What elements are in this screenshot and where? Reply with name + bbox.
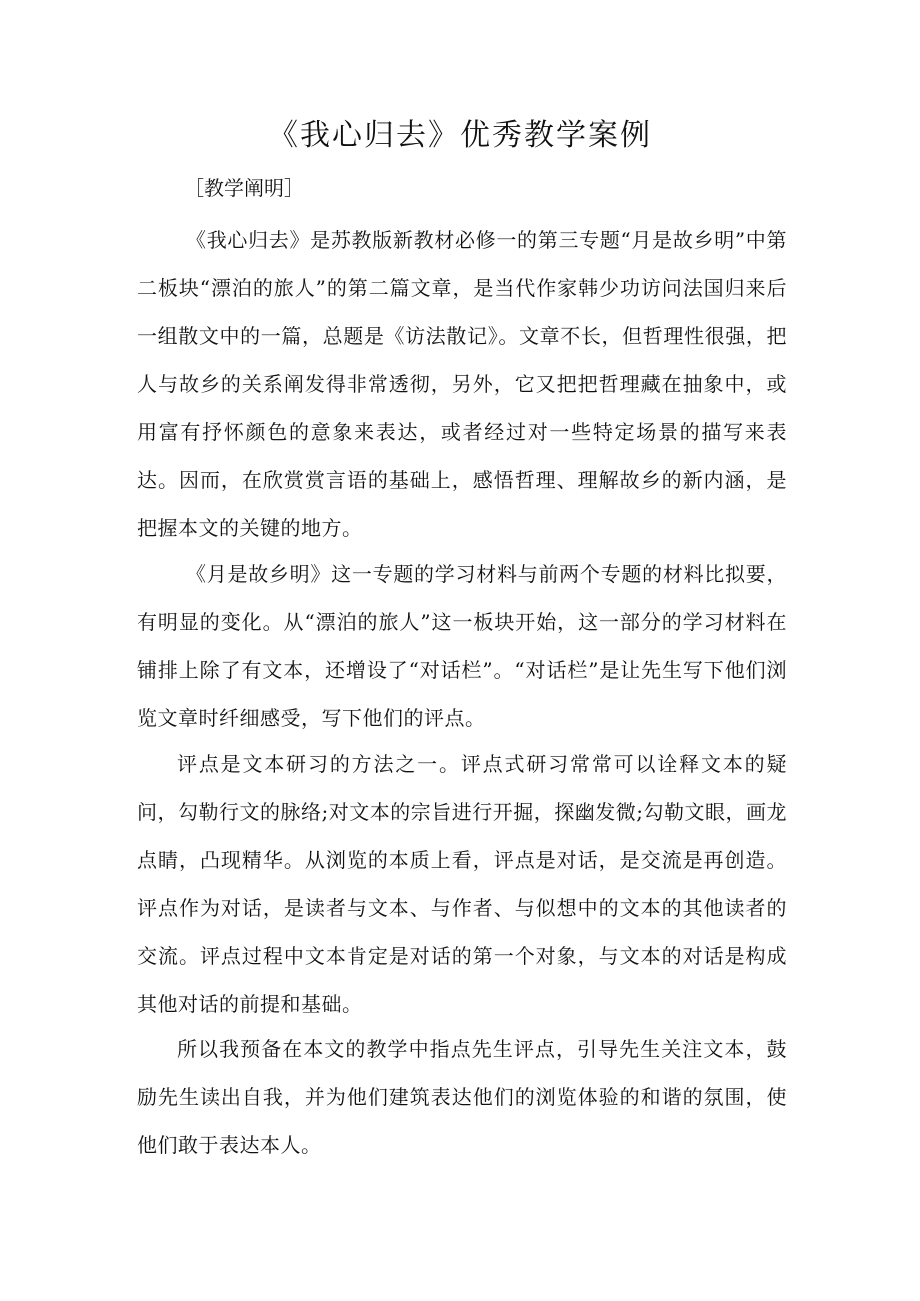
paragraph-2: 《月是故乡明》这一专题的学习材料与前两个专题的材料比拟要，有明显的变化。从“漂泊的旅人”这一板块开始，这一部分的学习材料在铺排上除了有文本，还增设了“对话栏”。“对话栏”是让先生写下他们浏览文章时纤细感受，写下他们的评点。 — [137, 562, 787, 730]
paragraph-3: 评点是文本研习的方法之一。评点式研习常常可以诠释文本的疑问，勾勒行文的脉络;对文本的宗旨进行开掘，探幽发微;勾勒文眼，画龙点睛，凸现精华。从浏览的本质上看，评点是对话，是交流是再创造。评点作为对话，是读者与文本、与作者、与似想中的文本的其他读者的交流。评点过程中文本肯定是对话的第一个对象，与文本的对话是构成其他对话的前提和基础。 — [137, 752, 787, 1016]
document-title: 《我心归去》优秀教学案例 — [268, 118, 652, 153]
paragraph-1: 《我心归去》是苏教版新教材必修一的第三专题“月是故乡明”中第二板块“漂泊的旅人”的第二篇文章，是当代作家韩少功访问法国归来后一组散文中的一篇，总题是《访法散记》。文章不长，但哲理性很强，把人与故乡的关系阐发得非常透彻，另外，它又把把哲理藏在抽象中，或用富有抒怀颜色的意象来表达，或者经过对一些特定场景的描写来表达。因而，在欣赏赏言语的基础上，感悟哲理、理解故乡的新内涵，是把握本文的关键的地方。 — [137, 228, 787, 540]
paragraph-4: 所以我预备在本文的教学中指点先生评点，引导先生关注文本，鼓励先生读出自我，并为他们建筑表达他们的浏览体验的和谐的氛围，使他们敢于表达本人。 — [137, 1037, 787, 1157]
section-label: ［教学阐明］ — [184, 176, 304, 200]
